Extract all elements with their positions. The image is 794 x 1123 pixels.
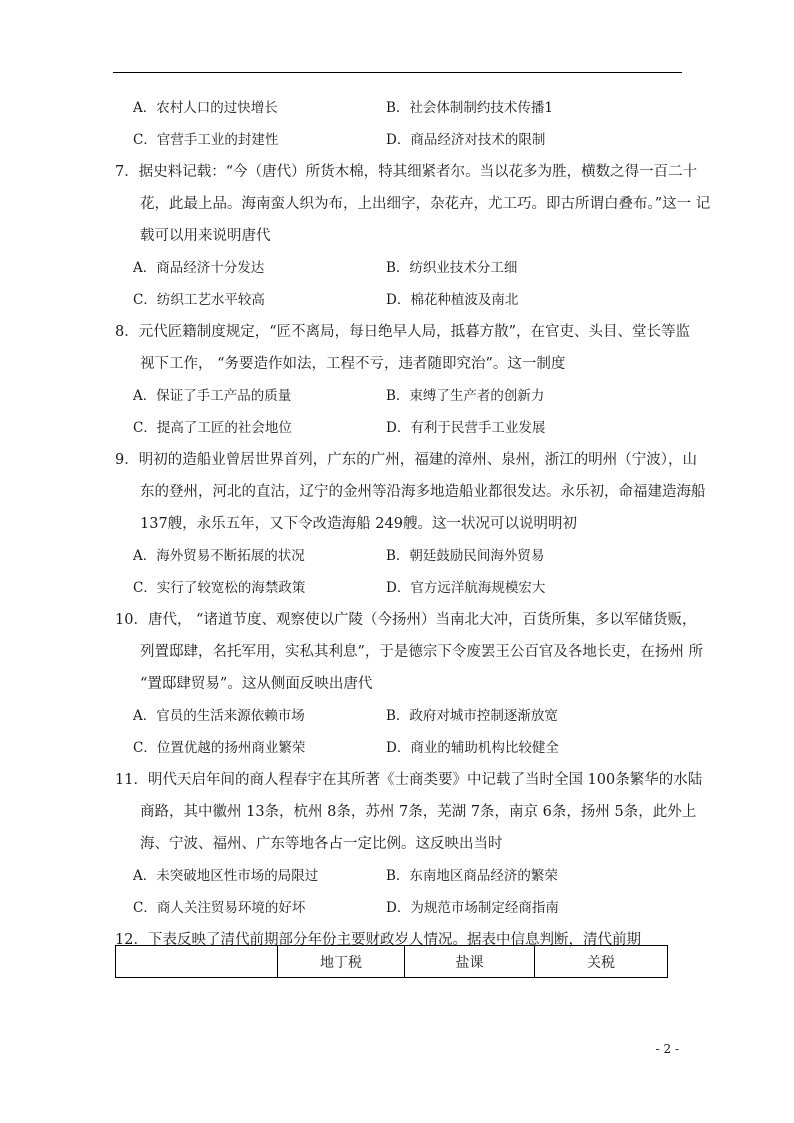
option-row xyxy=(115,124,680,156)
answer-option: C．提高了工匠的社会地位 xyxy=(133,420,292,436)
option-row xyxy=(115,892,680,924)
answer-option: D．商品经济对技术的限制 xyxy=(386,132,546,148)
answer-option: A．商品经济十分发达 xyxy=(133,260,265,276)
answer-option: C．纺织工艺水平较高 xyxy=(133,292,265,308)
option-row xyxy=(115,540,680,572)
question-text-line: 10．唐代， “诸道节度、观察使以广陵（今扬州）当南北大冲，百货所集，多以军储货贩， xyxy=(115,612,697,628)
question-text-line: 商路，其中徽州 13条，杭州 8条，苏州 7条，芜湖 7条，南京 6条，扬州 5条，此外上 xyxy=(140,804,697,820)
exam-page-content xyxy=(115,92,711,956)
option-row xyxy=(115,700,680,732)
answer-option: D．棉花种植波及南北 xyxy=(386,292,519,308)
question-text-line: “置邸肆贸易”。这从侧面反映出唐代 xyxy=(140,676,373,692)
answer-option: B．束缚了生产者的创新力 xyxy=(386,388,545,404)
question-text-line: 7．据史料记载：“今（唐代）所货木棉，特其细紧者尔。当以花多为胜，横数之得一百二十 xyxy=(115,164,698,180)
table-header-row xyxy=(116,946,668,978)
option-row xyxy=(115,380,680,412)
answer-option: A．保证了手工产品的质量 xyxy=(133,388,292,404)
question-text-line: 海、宁波、福州、广东等地各占一定比例。这反映出当时 xyxy=(140,836,503,852)
table-header-cell-salt-tax: 盐课 xyxy=(405,946,535,978)
table-header-cell-blank xyxy=(116,946,278,978)
question-text-line: 载可以用来说明唐代 xyxy=(140,228,271,244)
option-row xyxy=(115,412,680,444)
question-text-line: 花，此最上品。海南蛮人织为布，上出细字，杂花卉，尤工巧。即古所谓白叠布。”这一 记 xyxy=(140,196,711,212)
question-text-line: 8．元代匠籍制度规定，“匠不离局，每日绝早人局，抵暮方散”，在官吏、头目、堂长等监 xyxy=(115,324,691,340)
answer-option: B．东南地区商品经济的繁荣 xyxy=(386,868,558,884)
fiscal-revenue-table xyxy=(115,945,668,978)
question-block xyxy=(115,604,704,764)
answer-option: B．社会体制制约技术传播1 xyxy=(386,100,554,116)
option-row xyxy=(115,860,680,892)
option-row xyxy=(115,92,680,124)
answer-option: A．农村人口的过快增长 xyxy=(133,100,278,116)
question-text-line: 12．下表反映了清代前期部分年份主要财政岁人情况。据表中信息判断，清代前期 xyxy=(115,932,641,948)
page-number: - 2 - xyxy=(655,1042,679,1056)
answer-option: C．官营手工业的封建性 xyxy=(133,132,279,148)
answer-option: A．海外贸易不断拓展的状况 xyxy=(133,548,305,564)
answer-option: D．商业的辅助机构比较健全 xyxy=(386,740,559,756)
question-block xyxy=(115,444,706,604)
option-row xyxy=(115,284,680,316)
answer-option: D．有利于民营手工业发展 xyxy=(386,420,546,436)
answer-option: A．未突破地区性市场的局限过 xyxy=(133,868,319,884)
answer-option: C．商人关注贸易环境的好坏 xyxy=(133,900,306,916)
answer-option: D．为规范市场制定经商指南 xyxy=(386,900,559,916)
table-header-cell-customs-tax: 关税 xyxy=(535,946,668,978)
question-block xyxy=(115,764,703,924)
question-block xyxy=(115,316,691,444)
question-text-line: 视下工作， “务要造作如法，工程不亏，违者随即究治”。这一制度 xyxy=(140,356,566,372)
answer-option: B．政府对城市控制逐渐放宽 xyxy=(386,708,558,724)
answer-option: D．官方远洋航海规模宏大 xyxy=(386,580,546,596)
table-header-cell-land-tax: 地丁税 xyxy=(278,946,405,978)
answer-option: B．纺织业技术分工细 xyxy=(386,260,518,276)
question-text-line: 137艘，永乐五年，又下令改造海船 249艘。这一状况可以说明明初 xyxy=(140,516,577,532)
question-block xyxy=(115,156,711,316)
answer-option: C．位置优越的扬州商业繁荣 xyxy=(133,740,306,756)
answer-option: B．朝廷鼓励民间海外贸易 xyxy=(386,548,545,564)
header-rule xyxy=(113,72,682,73)
answer-option: A．官员的生活来源依赖市场 xyxy=(133,708,305,724)
question-text-line: 东的登州，河北的直沽，辽宁的金州等沿海多地造船业都很发达。永乐初，命福建造海船 xyxy=(140,484,706,500)
question-text-line: 9．明初的造船业曾居世界首列，广东的广州，福建的漳州、泉州，浙江的明州（宁波），山 xyxy=(115,452,697,468)
option-row xyxy=(115,732,680,764)
option-row xyxy=(115,252,680,284)
answer-option: C．实行了较宽松的海禁政策 xyxy=(133,580,306,596)
option-row xyxy=(115,572,680,604)
question-text-line: 列置邸肆，名托军用，实私其利息”，于是德宗下令废罢王公百官及各地长吏，在扬州 所 xyxy=(140,644,704,660)
question-text-line: 11．明代天启年间的商人程春宇在其所著《士商类要》中记载了当时全国 100条繁华的水陆 xyxy=(115,772,703,788)
